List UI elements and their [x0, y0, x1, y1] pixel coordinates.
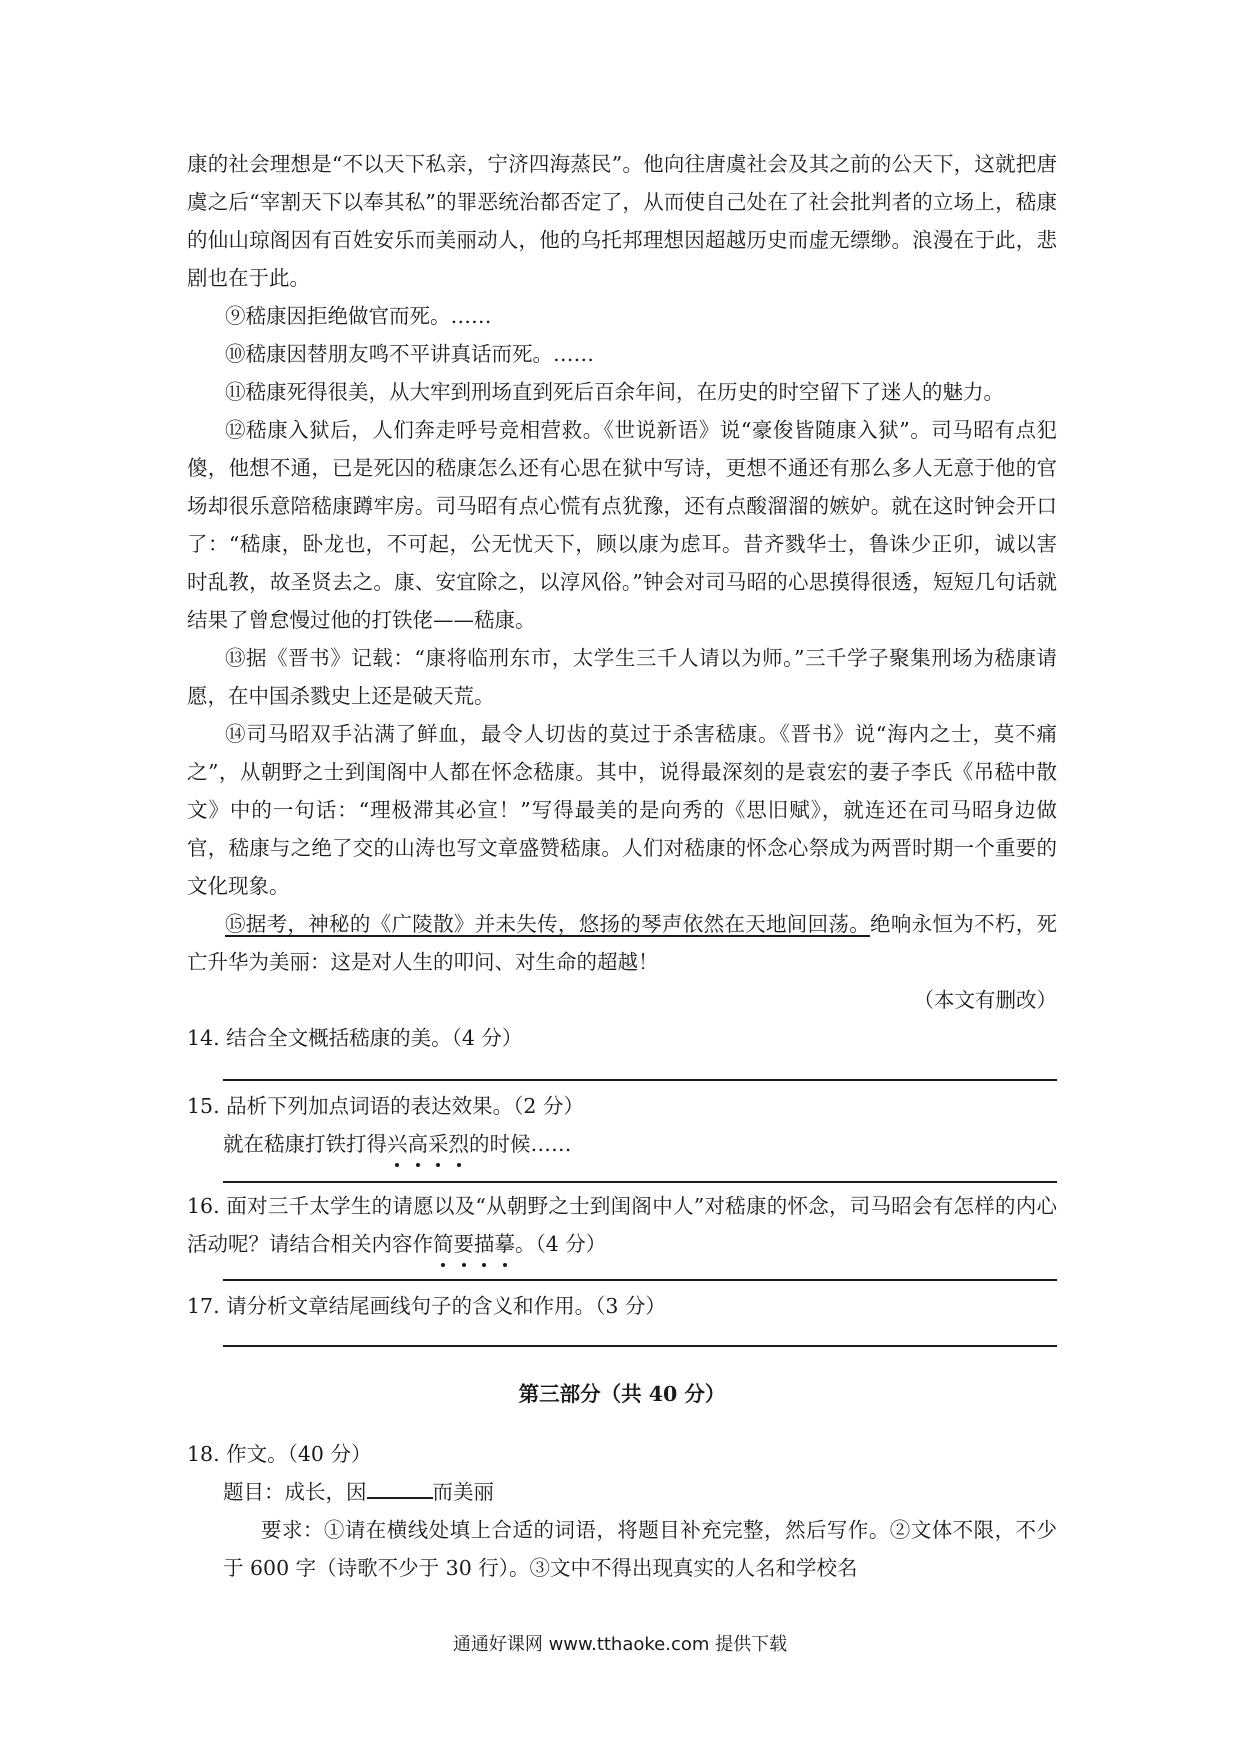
article-paragraph-continued: 康的社会理想是“不以天下私亲，宁济四海蒸民”。他向往唐虞社会及其之前的公天下，这就把唐虞之后“宰割天下以奉其私”的罪恶统治都否定了，从而使自己处在了社会批判者的立场上，嵇康的仙山琼阁因有百姓安乐而美丽动人，他的乌托邦理想因超越历史而虚无缥缈。浪漫在于此，悲剧也在于此。 — [187, 152, 1057, 290]
dotted-char: 描 — [474, 1225, 495, 1263]
page-content — [187, 145, 1057, 1587]
underlined-sentence: ⑮据考，神秘的《广陵散》并未失传，悠扬的琴声依然在天地间回荡。 — [225, 912, 871, 936]
q15-sentence-before: 就在嵇康打铁打得 — [223, 1132, 387, 1156]
q15-sentence-after: 的时候…… — [469, 1132, 572, 1156]
dotted-char: 简 — [433, 1225, 454, 1263]
answer-line-14[interactable] — [223, 1079, 1057, 1081]
part-three-title: 第三部分（共 40 分） — [518, 1382, 726, 1406]
essay-topic — [187, 1473, 1057, 1511]
article-paragraph-14: ⑭司马昭双手沾满了鲜血，最令人切齿的莫过于杀害嵇康。《晋书》说“海内之士，莫不痛之”，从朝野之士到闺阁中人都在怀念嵇康。其中，说得最深刻的是袁宏的妻子李氏《吊嵇中散文》中的一句话：“理极滞其必宣！”写得最美的是向秀的《思旧赋》，就连还在司马昭身边做官，嵇康与之绝了交的山涛也写文章盛赞嵇康。人们对嵇康的怀念心祭成为两晋时期一个重要的文化现象。 — [187, 722, 1057, 898]
article-paragraph-13: ⑬据《晋书》记载：“康将临刑东市，太学生三千人请以为师。”三千学子聚集刑场为嵇康请愿，在中国杀戮史上还是破天荒。 — [187, 646, 1057, 708]
dotted-char: 烈 — [449, 1125, 470, 1163]
dotted-char: 采 — [428, 1125, 449, 1163]
footer-watermark: 通通好课网 www.tthaoke.com 提供下载 — [452, 1634, 788, 1655]
dotted-char: 要 — [454, 1225, 475, 1263]
essay-topic-after: 而美丽 — [432, 1480, 494, 1504]
article-paragraph-11: ⑪嵇康死得很美，从大牢到刑场直到死后百余年间，在历史的时空留下了迷人的魅力。 — [225, 380, 1004, 404]
q16-text-before: 16. 面对三千太学生的请愿以及“从朝野之士到闺阁中人”对嵇康的怀念，司马昭会有怎样的内心活动呢？请结合相关内容作 — [187, 1194, 1057, 1256]
dotted-char: 摹 — [495, 1225, 516, 1263]
answer-line-15[interactable] — [223, 1181, 1057, 1183]
q16-text-after: 。（4 分） — [515, 1232, 607, 1256]
article-paragraph-9: ⑨嵇康因拒绝做官而死。…… — [225, 304, 492, 328]
dotted-char: 高 — [408, 1125, 429, 1163]
question-16 — [187, 1187, 1057, 1263]
dotted-char: 兴 — [387, 1125, 408, 1163]
essay-requirements: 要求：①请在横线处填上合适的词语，将题目补充完整，然后写作。②文体不限，不少于 600 字（诗歌不少于 30 行）。③文中不得出现真实的人名和学校名 — [223, 1518, 1057, 1580]
answer-line-16[interactable] — [223, 1279, 1057, 1281]
question-18: 18. 作文。（40 分） — [187, 1442, 372, 1466]
dotted-phrase-15 — [387, 1132, 469, 1156]
question-15: 15. 品析下列加点词语的表达效果。（2 分） — [187, 1094, 584, 1118]
essay-topic-before: 题目：成长，因 — [223, 1480, 367, 1504]
topic-blank[interactable] — [367, 1475, 433, 1499]
dotted-phrase-16 — [433, 1232, 515, 1256]
article-paragraph-15 — [187, 905, 1057, 981]
question-14: 14. 结合全文概括嵇康的美。（4 分） — [187, 1026, 523, 1050]
article-paragraph-10: ⑩嵇康因替朋友鸣不平讲真话而死。…… — [225, 342, 594, 366]
question-17: 17. 请分析文章结尾画线句子的含义和作用。（3 分） — [187, 1294, 666, 1318]
article-paragraph-12: ⑫嵇康入狱后，人们奔走呼号竞相营救。《世说新语》说“豪俊皆随康入狱”。司马昭有点犯傻，他想不通，已是死囚的嵇康怎么还有心思在狱中写诗，更想不通还有那么多人无意于他的官场却很乐意陪嵇康蹲牢房。司马昭有点心慌有点犹豫，还有点酸溜溜的嫉妒。就在这时钟会开口了：“嵇康，卧龙也，不可起，公无忧天下，顾以康为虑耳。昔齐戮华士，鲁诛少正卯，诚以害时乱教，故圣贤去之。康、安宜除之，以淳风俗。”钟会对司马昭的心思摸得很透，短短几句话就结果了曾怠慢过他的打铁佬——嵇康。 — [187, 418, 1057, 632]
source-note: （本文有删改） — [913, 988, 1057, 1012]
paragraph-15-rest: 绝响永恒为不朽，死亡升华为美丽：这是对人生的叩问、对生命的超越！ — [187, 912, 1058, 974]
question-15-sentence — [187, 1125, 1057, 1163]
